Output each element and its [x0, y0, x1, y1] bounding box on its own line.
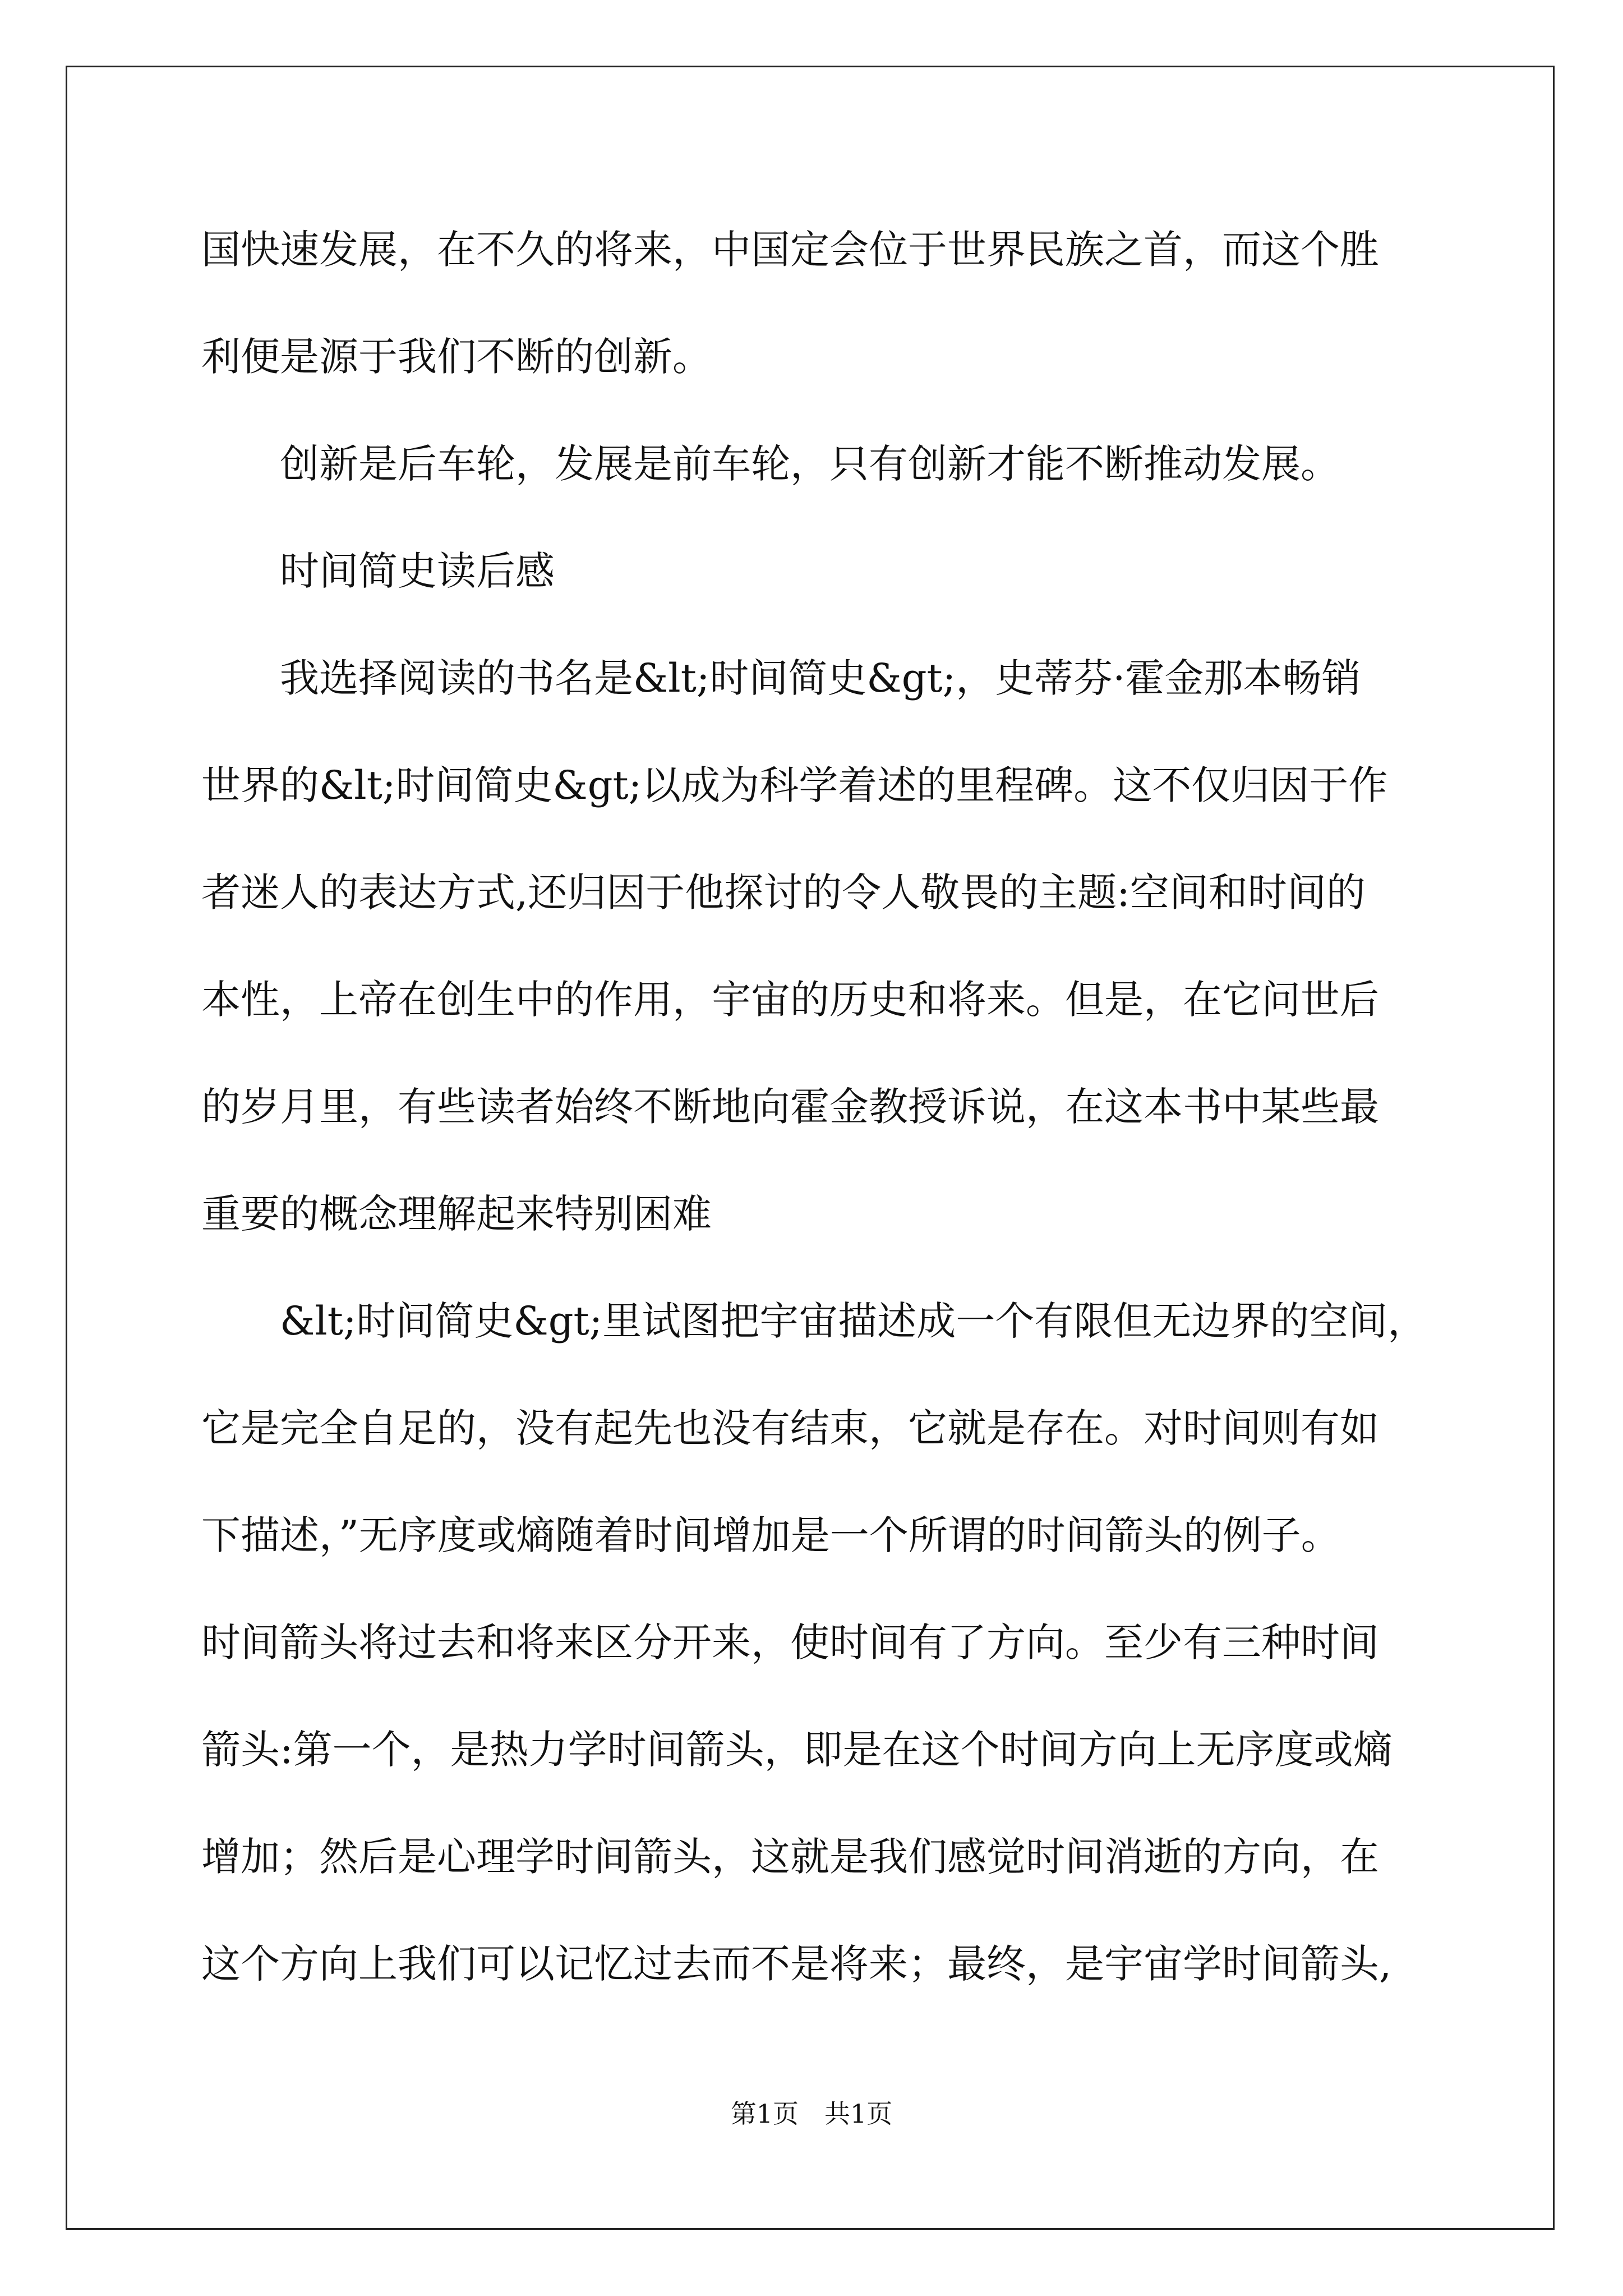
- text-line: 下描述，”无序度或熵随着时间增加是一个所谓的时间箭头的例子。: [201, 1512, 1340, 1558]
- text-line: 世界的&lt;时间简史&gt;以成为科学着述的里程碑。这不仅归因于作: [201, 762, 1388, 808]
- text-line: 者迷人的表达方式,还归因于他探讨的令人敬畏的主题:空间和时间的: [201, 869, 1366, 915]
- paragraph-line: 我选择阅读的书名是&lt;时间简史&gt;，史蒂芬·霍金那本畅销: [280, 655, 1361, 701]
- paragraph-line: 创新是后车轮，发展是前车轮，只有创新才能不断推动发展。: [280, 441, 1340, 487]
- text-line: 国快速发展，在不久的将来，中国定会位于世界民族之首，而这个胜: [201, 227, 1379, 273]
- text-line: 增加；然后是心理学时间箭头，这就是我们感觉时间消逝的方向，在: [201, 1834, 1379, 1880]
- section-heading: 时间简史读后感: [280, 548, 555, 594]
- page-number: 第1页 共1页: [730, 2099, 893, 2129]
- text-line: 利便是源于我们不断的创新。: [201, 334, 712, 380]
- text-line: 它是完全自足的，没有起先也没有结束，它就是存在。对时间则有如: [201, 1405, 1379, 1451]
- text-line: 重要的概念理解起来特别困难: [201, 1191, 712, 1237]
- text-line: 箭头:第一个，是热力学时间箭头，即是在这个时间方向上无序度或熵: [201, 1727, 1393, 1773]
- paragraph-line: &lt;时间简史&gt;里试图把宇宙描述成一个有限但无边界的空间，: [280, 1298, 1427, 1344]
- text-line: 时间箭头将过去和将来区分开来，使时间有了方向。至少有三种时间: [201, 1619, 1379, 1665]
- document-body: [201, 219, 1430, 2040]
- text-line: 本性，上帝在创生中的作用，宇宙的历史和将来。但是，在它问世后: [201, 977, 1379, 1023]
- text-line: 的岁月里，有些读者始终不断地向霍金教授诉说，在这本书中某些最: [201, 1084, 1379, 1130]
- text-line: 这个方向上我们可以记忆过去而不是将来；最终，是宇宙学时间箭头,: [201, 1941, 1392, 1987]
